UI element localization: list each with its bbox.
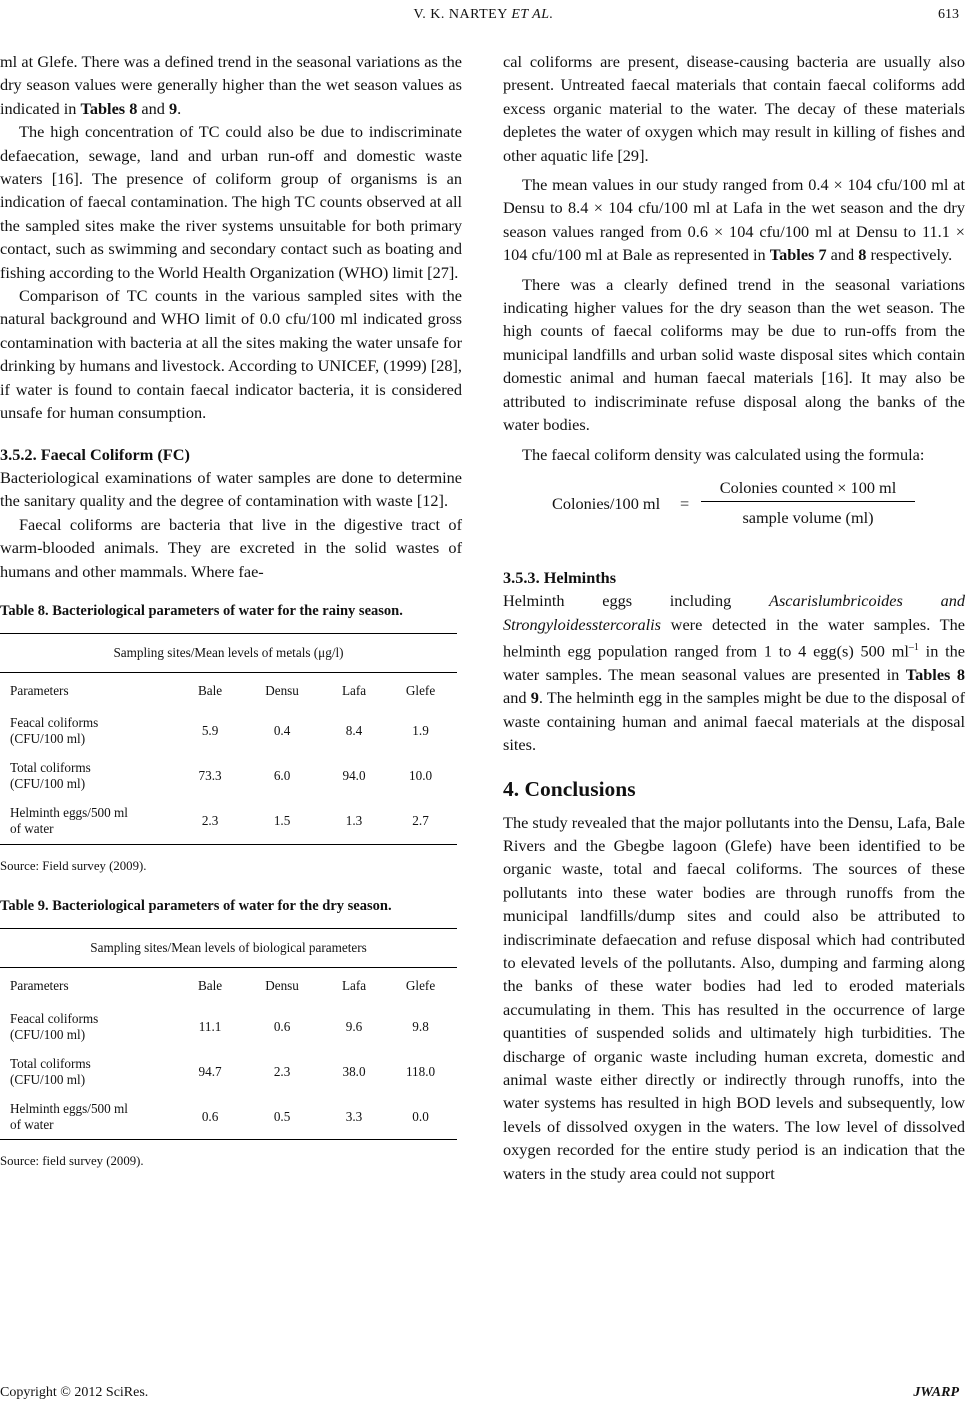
formula-denominator: sample volume (ml) — [742, 507, 874, 527]
param-unit: (CFU/100 ml) — [10, 731, 86, 747]
table-row — [0, 1004, 457, 1049]
table-ref: 9 — [169, 98, 178, 118]
param-unit: (CFU/100 ml) — [10, 776, 86, 792]
param-unit: (CFU/100 ml) — [10, 1026, 86, 1042]
table-cell: 5.9 — [201, 723, 219, 739]
text-run: were detected in the water samples. The helminth egg population ranged from 1 to 4 egg(s) 500 ml — [503, 614, 965, 661]
table-cell: 1.5 — [240, 799, 324, 845]
table-source: Source: field survey (2009). — [0, 1154, 144, 1169]
paragraph: Bacteriological examinations of water samples are done to determine the sanitary quality and the degree of contamination with waste [12]. — [0, 467, 462, 511]
param-label: Total coliforms — [10, 1055, 91, 1071]
column-header: Bale — [197, 682, 223, 698]
table-span-header: Sampling sites/Mean levels of biological parameters — [0, 929, 457, 968]
table-ref: 9 — [530, 688, 539, 708]
journal-name: JWARP — [913, 1385, 959, 1400]
section-heading: 3.5.3. Helminths — [503, 567, 617, 587]
table-cell: 0.5 — [240, 1094, 324, 1140]
paragraph: Comparison of TC counts in the various sampled sites with the natural background and WHO limit of 0.0 cfu/100 ml indicated gross contamination with bacteria at all the sites making the water unsafe for drinking by humans and livestock. According to UNICEF, (1999) [28], if water is found to contain faecal indicator bacteria, it is considered unsafe for human consumption. — [0, 286, 462, 423]
table-ref: Tables 8 — [80, 98, 138, 118]
table-cell — [0, 1049, 180, 1094]
column-header: Lafa — [341, 682, 367, 698]
table-source: Source: Field survey (2009). — [0, 858, 147, 873]
column-header: Lafa — [341, 978, 367, 994]
formula — [503, 474, 965, 558]
fraction-bar — [701, 501, 915, 502]
species-names: Ascarislumbricoides and Strongyloidesstercoralis — [503, 591, 965, 634]
table-cell: 94.0 — [342, 768, 366, 784]
table-cell: 9.8 — [412, 1018, 429, 1034]
param-unit: of water — [10, 821, 54, 837]
table-row — [0, 754, 457, 799]
formula-lhs: Colonies/100 ml — [552, 493, 661, 513]
column-header: Bale — [197, 978, 223, 994]
superscript: –1 — [908, 642, 919, 654]
param-label: Feacal coliforms — [10, 1010, 99, 1026]
paragraph — [503, 589, 965, 756]
table-cell: 11.1 — [198, 1018, 222, 1034]
param-label: Helminth eggs/500 ml — [10, 1100, 128, 1116]
left-column — [0, 50, 462, 1174]
param-unit: of water — [10, 1116, 54, 1132]
copyright-text: Copyright © 2012 SciRes. — [0, 1385, 149, 1400]
paragraph: The faecal coliform density was calculated using the formula: — [522, 444, 925, 464]
paragraph: The study revealed that the major pollutants into the Densu, Lafa, Bale Rivers and the Gbegbe lagoon (Glefe) have been identified to be organic waste, total and faecal coliforms. The sources of these pollutants into these water bodies are through runoffs from the municipal landfills/dump sites and could also be attributed to indiscriminate defaecation and refuse disposal which had contributed to elevated levels of the pollutants. Also, dumping and farming along the banks of these water bodies had led to eroded materials accumulating in them. This has resulted in the occurrence of large quantities of suspended solids and ultimately high turbidities. The discharge of organic waste including human excreta, domestic and animal waste either directly or indirectly through runoffs, into the water systems has resulted in high BOD levels and subsequently, low levels of dissolved oxygen in the waters. The low level of dissolved oxygen recorded for the entire study period is an indication that the waters in the study area could not support — [503, 812, 965, 1183]
table-cell — [0, 709, 180, 754]
table-cell — [0, 1094, 180, 1140]
table-cell: 118.0 — [405, 1063, 436, 1079]
text-run: and — [826, 245, 859, 265]
table-cell: 1.3 — [324, 799, 384, 845]
column-header: Densu — [265, 978, 299, 994]
table-cell — [0, 1004, 180, 1049]
table-cell: 2.7 — [384, 799, 457, 845]
table-row — [0, 1049, 457, 1094]
header-authors: V. K. NARTEY — [413, 7, 508, 22]
text-run: . The helminth egg in the samples might be due to the disposal of waste containing human and animal faecal materials at the disposal sites. — [503, 688, 965, 755]
table-cell: 38.0 — [342, 1063, 366, 1079]
text-run: and — [137, 98, 169, 118]
table-row — [0, 799, 457, 845]
table-ref: Tables 7 — [769, 245, 827, 265]
table-cell: 94.7 — [198, 1063, 222, 1079]
text-run: . — [177, 98, 182, 118]
paragraph: Faecal coliforms are bacteria that live in the digestive tract of warm-blooded animals. They are excreted in the solid wastes of humans and other mammals. Where fae- — [0, 514, 462, 581]
table-cell — [0, 754, 180, 799]
table-cell: 8.4 — [345, 723, 363, 739]
text-run: Helminth eggs including — [503, 591, 769, 611]
column-header: Densu — [265, 682, 299, 698]
text-run: ml at Glefe. There was a defined trend in the seasonal variations as the dry season values were generally higher than the wet season values as indicated in — [0, 52, 462, 118]
text-run: The mean values in our study ranged from 0.4 × 104 cfu/100 ml at Densu to 8.4 × 104 cfu/100 ml at Lafa in the wet season and the dry season values ranged from 0.6 × 104 cfu/100 ml at Densu to 11.1 × 104 cfu/100 ml at Bale as represented in — [503, 175, 965, 265]
table-cell: 6.0 — [273, 768, 291, 784]
text-run: in the water samples. The mean seasonal values are presented in — [503, 641, 965, 684]
text-run: respectively. — [866, 245, 953, 265]
paragraph: cal coliforms are present, disease-causing bacteria are usually also present. Untreated faecal materials that contain faecal coliforms add excess organic material to the water. The decay of these materials depletes the water of oxygen which may result in killing of fishes and other aquatic life [29]. — [503, 52, 965, 165]
table-caption: Table 8. Bacteriological parameters of water for the rainy season. — [0, 602, 403, 619]
table-8 — [0, 633, 457, 845]
text-run: and — [503, 688, 531, 708]
table-ref: 8 — [858, 245, 867, 265]
table-9 — [0, 928, 457, 1140]
paragraph — [0, 50, 462, 120]
formula-equals: = — [680, 493, 690, 513]
section-heading-conclusions: 4. Conclusions — [503, 776, 636, 801]
table-cell: 3.3 — [324, 1094, 384, 1140]
param-label: Feacal coliforms — [10, 715, 99, 731]
column-header: Parameters — [10, 978, 69, 994]
param-label: Total coliforms — [10, 760, 91, 776]
table-cell: 73.3 — [198, 768, 222, 784]
table-cell: 0.6 — [180, 1094, 240, 1140]
table-cell: 10.0 — [409, 768, 433, 784]
table-cell: 2.3 — [273, 1063, 291, 1079]
param-unit: (CFU/100 ml) — [10, 1071, 86, 1087]
table-row — [0, 709, 457, 754]
table-row — [0, 1094, 457, 1140]
table-cell: 0.4 — [273, 723, 291, 739]
running-header — [0, 7, 967, 29]
section-heading: 3.5.2. Faecal Coliform (FC) — [0, 444, 190, 464]
param-label: Helminth eggs/500 ml — [10, 805, 128, 821]
formula-numerator: Colonies counted × 100 ml — [719, 477, 897, 497]
paragraph: The high concentration of TC could also be due to indiscriminate defaecation, sewage, land and urban run-off and domestic waste waters [16]. The presence of coliform group of organisms is an indication of faecal contamination. The high TC counts observed at all the sampled sites make the river systems unsuitable for both primary contact, such as swimming and secondary contact such as boating and fishing according to the World Health Organization (WHO) limit [27]. — [0, 122, 462, 282]
running-title — [0, 7, 967, 23]
table-cell: 0.0 — [384, 1094, 457, 1140]
header-et-al: ET AL. — [511, 7, 554, 22]
table-span-header: Sampling sites/Mean levels of metals (μg/l) — [0, 633, 457, 672]
table-caption: Table 9. Bacteriological parameters of water for the dry season. — [0, 898, 392, 915]
table-ref: Tables 8 — [905, 664, 965, 684]
page-number: 613 — [938, 7, 959, 22]
table-cell: 0.6 — [273, 1018, 291, 1034]
table-cell: 1.9 — [412, 723, 429, 739]
table-cell: 9.6 — [345, 1018, 363, 1034]
paragraph — [503, 173, 965, 267]
column-header: Glefe — [405, 682, 436, 698]
right-column — [503, 50, 965, 1185]
table-cell — [0, 799, 180, 845]
table-cell: 2.3 — [180, 799, 240, 845]
column-header: Glefe — [405, 978, 436, 994]
paragraph: There was a clearly defined trend in the seasonal variations indicating higher values for the dry season than the wet season. The high counts of faecal coliforms may be due to run-offs from the municipal landfills and urban solid waste disposal sites which contain domestic animal and human faecal materials [16]. It may also be attributed to indiscriminate refuse disposal along the banks of the water bodies. — [503, 274, 965, 435]
column-header: Parameters — [10, 682, 69, 698]
